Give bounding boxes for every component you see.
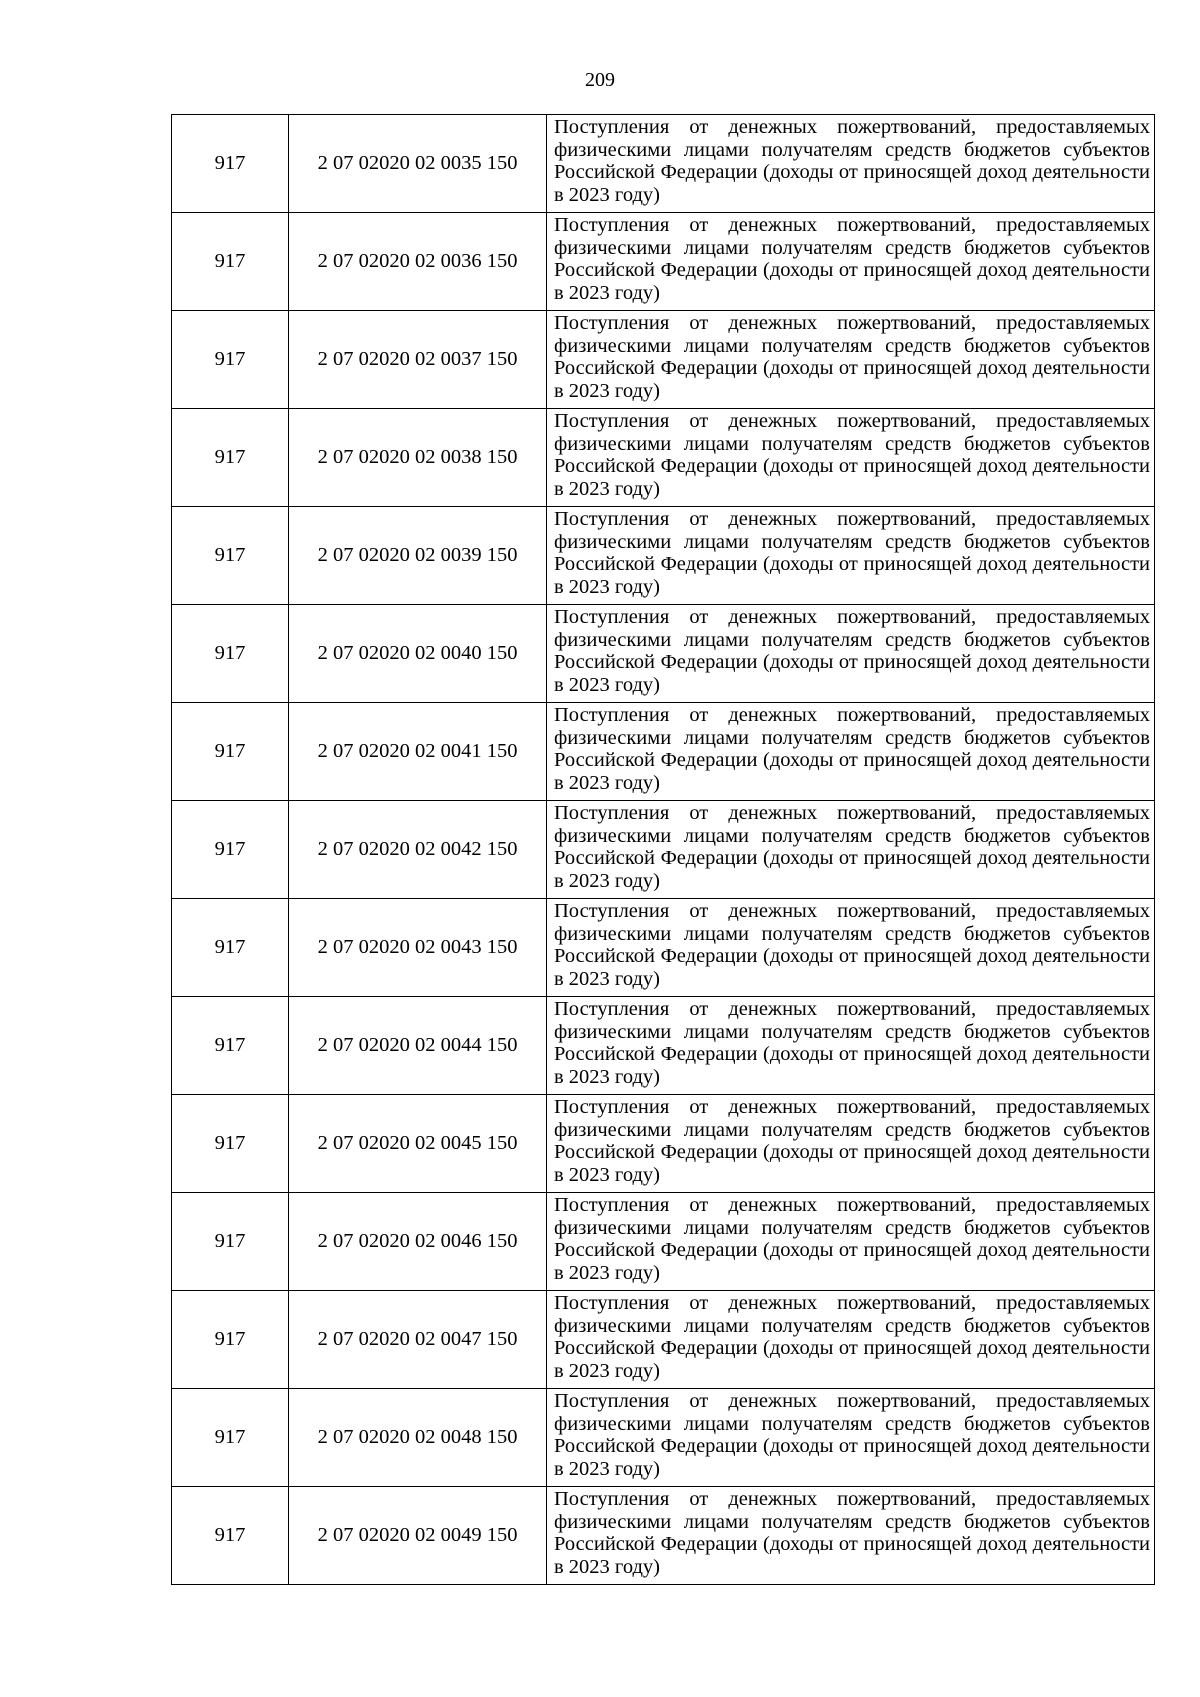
admin-code-cell: 917 — [172, 213, 289, 311]
table-row — [172, 605, 1155, 703]
table-row — [172, 409, 1155, 507]
budget-classification-code-cell: 2 07 02020 02 0039 150 — [289, 507, 547, 605]
revenue-name-cell: Поступления от денежных пожертвований, предоставляемых физическими лицами получателям средств бюджетов субъектов Российской Федерации (доходы от приносящей доход деятельности в 2023 году) — [547, 1193, 1155, 1291]
table-row — [172, 703, 1155, 801]
table-row — [172, 311, 1155, 409]
admin-code-cell: 917 — [172, 311, 289, 409]
admin-code-cell: 917 — [172, 801, 289, 899]
budget-classification-code-cell: 2 07 02020 02 0046 150 — [289, 1193, 547, 1291]
revenue-name-cell: Поступления от денежных пожертвований, предоставляемых физическими лицами получателям средств бюджетов субъектов Российской Федерации (доходы от приносящей доход деятельности в 2023 году) — [547, 115, 1155, 213]
admin-code-cell: 917 — [172, 703, 289, 801]
revenue-name-cell: Поступления от денежных пожертвований, предоставляемых физическими лицами получателям средств бюджетов субъектов Российской Федерации (доходы от приносящей доход деятельности в 2023 году) — [547, 1389, 1155, 1487]
budget-classification-code-cell: 2 07 02020 02 0045 150 — [289, 1095, 547, 1193]
admin-code-cell: 917 — [172, 1291, 289, 1389]
admin-code-cell: 917 — [172, 507, 289, 605]
revenue-name-cell: Поступления от денежных пожертвований, предоставляемых физическими лицами получателям средств бюджетов субъектов Российской Федерации (доходы от приносящей доход деятельности в 2023 году) — [547, 703, 1155, 801]
budget-classification-code-cell: 2 07 02020 02 0042 150 — [289, 801, 547, 899]
table-row — [172, 997, 1155, 1095]
revenue-name-cell: Поступления от денежных пожертвований, предоставляемых физическими лицами получателям средств бюджетов субъектов Российской Федерации (доходы от приносящей доход деятельности в 2023 году) — [547, 605, 1155, 703]
revenue-name-cell: Поступления от денежных пожертвований, предоставляемых физическими лицами получателям средств бюджетов субъектов Российской Федерации (доходы от приносящей доход деятельности в 2023 году) — [547, 1487, 1155, 1585]
admin-code-cell: 917 — [172, 409, 289, 507]
budget-classification-code-cell: 2 07 02020 02 0049 150 — [289, 1487, 547, 1585]
admin-code-cell: 917 — [172, 1095, 289, 1193]
budget-classification-code-cell: 2 07 02020 02 0041 150 — [289, 703, 547, 801]
budget-classification-code-cell: 2 07 02020 02 0047 150 — [289, 1291, 547, 1389]
budget-classification-code-cell: 2 07 02020 02 0048 150 — [289, 1389, 547, 1487]
budget-classification-code-cell: 2 07 02020 02 0043 150 — [289, 899, 547, 997]
revenue-name-cell: Поступления от денежных пожертвований, предоставляемых физическими лицами получателям средств бюджетов субъектов Российской Федерации (доходы от приносящей доход деятельности в 2023 году) — [547, 997, 1155, 1095]
admin-code-cell: 917 — [172, 1487, 289, 1585]
admin-code-cell: 917 — [172, 1389, 289, 1487]
revenue-name-cell: Поступления от денежных пожертвований, предоставляемых физическими лицами получателям средств бюджетов субъектов Российской Федерации (доходы от приносящей доход деятельности в 2023 году) — [547, 801, 1155, 899]
page-number: 209 — [585, 69, 615, 91]
revenue-name-cell: Поступления от денежных пожертвований, предоставляемых физическими лицами получателям средств бюджетов субъектов Российской Федерации (доходы от приносящей доход деятельности в 2023 году) — [547, 213, 1155, 311]
revenue-name-cell: Поступления от денежных пожертвований, предоставляемых физическими лицами получателям средств бюджетов субъектов Российской Федерации (доходы от приносящей доход деятельности в 2023 году) — [547, 1291, 1155, 1389]
budget-classification-code-cell: 2 07 02020 02 0040 150 — [289, 605, 547, 703]
table-row — [172, 1193, 1155, 1291]
table-row — [172, 1487, 1155, 1585]
table-row — [172, 1095, 1155, 1193]
admin-code-cell: 917 — [172, 605, 289, 703]
table-row — [172, 1291, 1155, 1389]
table-row — [172, 899, 1155, 997]
table-body — [172, 115, 1155, 1585]
table-row — [172, 801, 1155, 899]
admin-code-cell: 917 — [172, 997, 289, 1095]
table-row — [172, 507, 1155, 605]
table-row — [172, 115, 1155, 213]
budget-classification-code-cell: 2 07 02020 02 0035 150 — [289, 115, 547, 213]
budget-classification-code-cell: 2 07 02020 02 0037 150 — [289, 311, 547, 409]
budget-classification-code-cell: 2 07 02020 02 0044 150 — [289, 997, 547, 1095]
budget-classification-code-cell: 2 07 02020 02 0038 150 — [289, 409, 547, 507]
revenue-name-cell: Поступления от денежных пожертвований, предоставляемых физическими лицами получателям средств бюджетов субъектов Российской Федерации (доходы от приносящей доход деятельности в 2023 году) — [547, 507, 1155, 605]
revenue-name-cell: Поступления от денежных пожертвований, предоставляемых физическими лицами получателям средств бюджетов субъектов Российской Федерации (доходы от приносящей доход деятельности в 2023 году) — [547, 311, 1155, 409]
table-row — [172, 1389, 1155, 1487]
admin-code-cell: 917 — [172, 1193, 289, 1291]
revenue-name-cell: Поступления от денежных пожертвований, предоставляемых физическими лицами получателям средств бюджетов субъектов Российской Федерации (доходы от приносящей доход деятельности в 2023 году) — [547, 1095, 1155, 1193]
admin-code-cell: 917 — [172, 115, 289, 213]
revenue-name-cell: Поступления от денежных пожертвований, предоставляемых физическими лицами получателям средств бюджетов субъектов Российской Федерации (доходы от приносящей доход деятельности в 2023 году) — [547, 899, 1155, 997]
admin-code-cell: 917 — [172, 899, 289, 997]
revenue-name-cell: Поступления от денежных пожертвований, предоставляемых физическими лицами получателям средств бюджетов субъектов Российской Федерации (доходы от приносящей доход деятельности в 2023 году) — [547, 409, 1155, 507]
budget-classification-code-cell: 2 07 02020 02 0036 150 — [289, 213, 547, 311]
table-row — [172, 213, 1155, 311]
budget-revenue-table — [171, 114, 1155, 1585]
